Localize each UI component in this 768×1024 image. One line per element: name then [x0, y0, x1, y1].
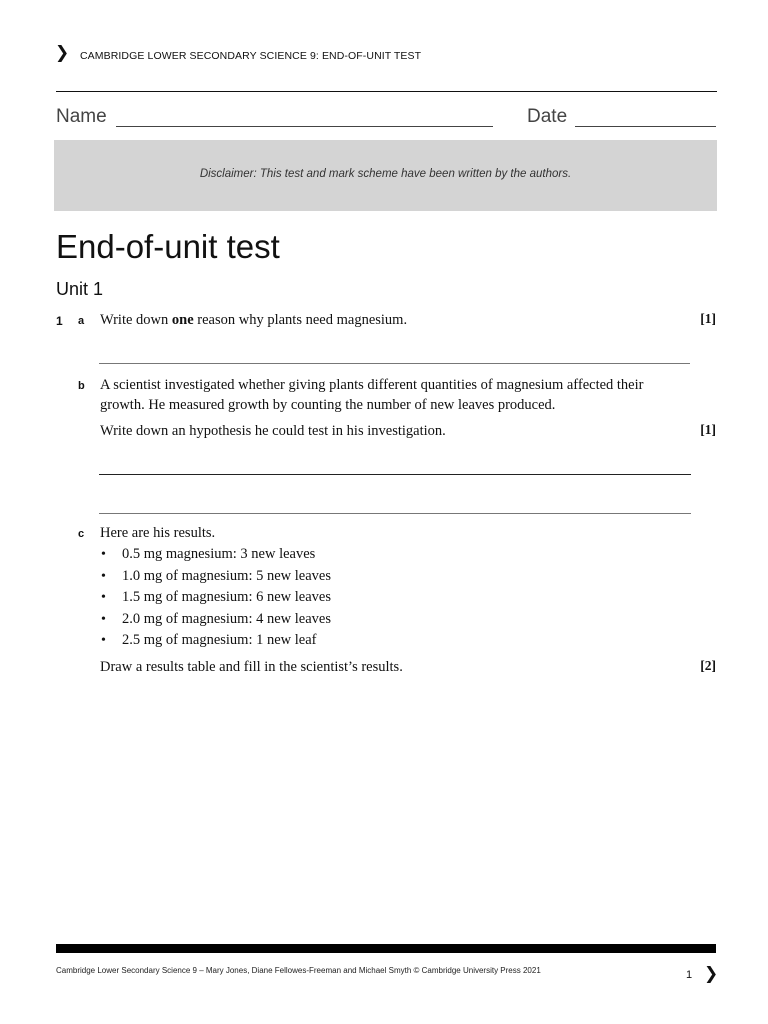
page-title: End-of-unit test [56, 228, 280, 265]
question-1b-context: A scientist investigated whether giving plants different quantities of magnesium affected their growth. He measured growth by counting the number of new leaves produced. [100, 377, 644, 413]
chevron-right-icon[interactable]: ❯ [55, 43, 70, 63]
answer-line-1b-2[interactable] [99, 513, 691, 514]
unit-heading: Unit 1 [56, 279, 104, 299]
question-1c-prompt: Draw a results table and fill in the scientist’s results. [100, 659, 403, 675]
results-list [100, 544, 331, 652]
list-item: • 1.0 mg of magnesium: 5 new leaves [100, 566, 331, 588]
question-1a-text [100, 310, 407, 330]
running-header: CAMBRIDGE LOWER SECONDARY SCIENCE 9: END-OF-UNIT TEST [80, 50, 422, 62]
part-letter-a: a [78, 315, 85, 327]
question-1b-prompt: Write down an hypothesis he could test in his investigation. [100, 423, 446, 439]
header-rule [56, 91, 717, 92]
marks-1c: [2] [700, 658, 716, 673]
answer-line-1a[interactable] [99, 363, 690, 364]
question-number: 1 [56, 314, 63, 328]
answer-line-1b-1[interactable] [99, 474, 691, 475]
question-1a-text-end: reason why plants need magnesium. [193, 312, 408, 328]
question-1a-text-start: Write down [100, 312, 172, 328]
marks-1a: [1] [700, 311, 716, 326]
date-field[interactable] [575, 126, 716, 127]
list-item: • 2.5 mg of magnesium: 1 new leaf [100, 630, 331, 652]
disclaimer-text: Disclaimer: This test and mark scheme have been written by the authors. [199, 168, 572, 180]
question-1a-emphasis: one [171, 312, 194, 328]
page-number: 1 [686, 969, 693, 981]
marks-1b: [1] [700, 422, 716, 437]
chevron-right-icon[interactable]: ❯ [704, 964, 719, 984]
name-label: Name [56, 106, 107, 127]
question-1c-intro: Here are his results. [100, 525, 216, 541]
footer-credit: Cambridge Lower Secondary Science 9 – Mary Jones, Diane Fellowes-Freeman and Michael Smyth © Cambridge University Press 2021 [56, 966, 541, 975]
list-item: • 1.5 mg of magnesium: 6 new leaves [100, 587, 331, 609]
list-item: • 2.0 mg of magnesium: 4 new leaves [100, 609, 331, 631]
disclaimer-box [54, 140, 717, 211]
part-letter-b: b [78, 380, 85, 392]
name-field[interactable] [116, 126, 493, 127]
footer-bar [56, 944, 716, 953]
list-item: • 0.5 mg magnesium: 3 new leaves [100, 544, 331, 566]
part-letter-c: c [78, 528, 85, 540]
date-label: Date [527, 106, 568, 127]
